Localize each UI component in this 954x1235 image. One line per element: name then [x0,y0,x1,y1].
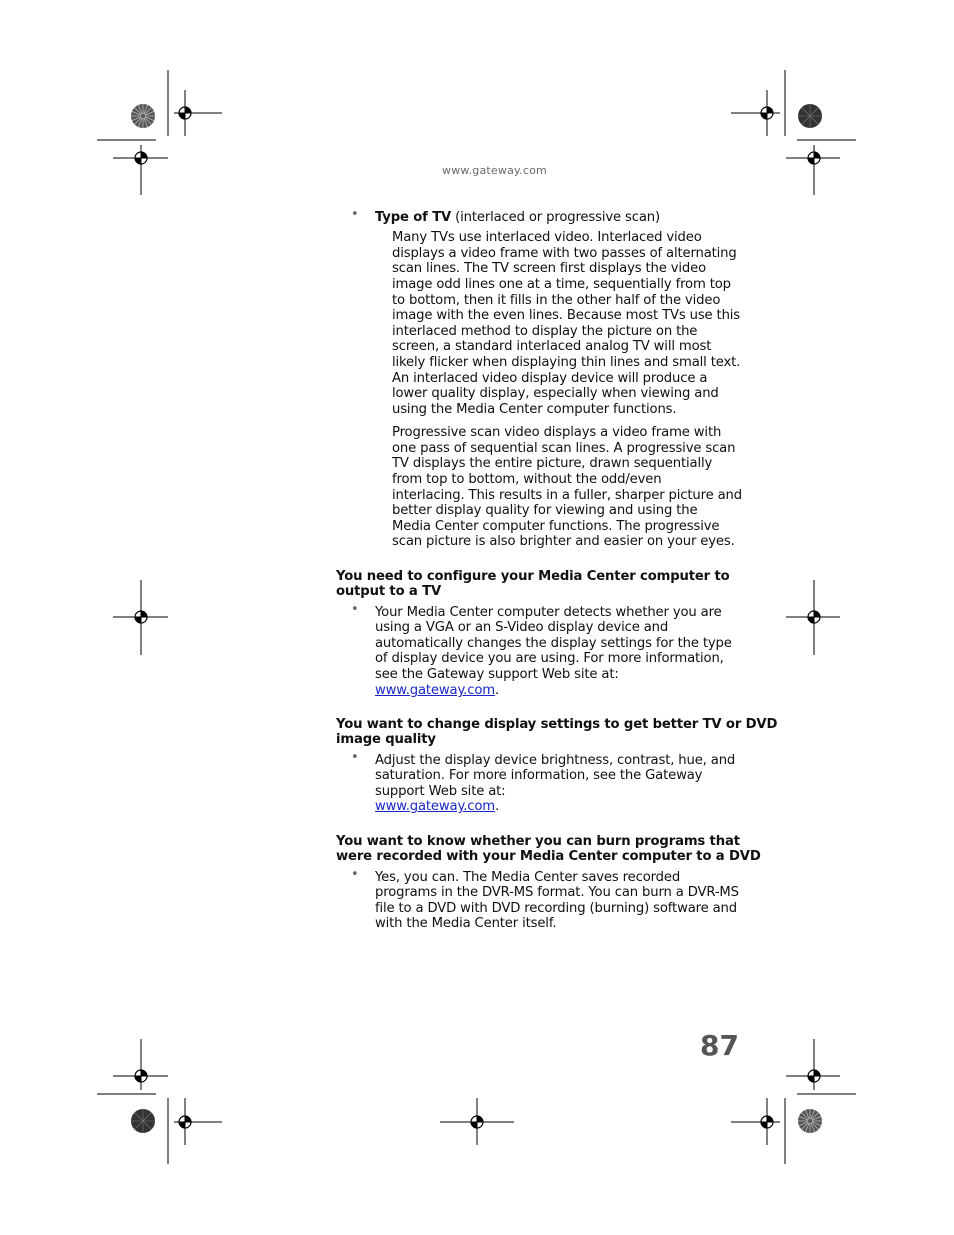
paragraph-line: likely flicker when displaying thin lines and small text. [392,355,741,370]
bullet-title: Type of TV [375,210,452,225]
link-line [375,799,499,815]
paragraph-line: to bottom, then it fills in the other half of the video [392,293,721,308]
paragraph-line: scan lines. The TV screen first displays the video [392,261,707,276]
paragraph-line: lower quality display, especially when viewing and [392,386,719,401]
paragraph-line: image with the even lines. Because most TVs use this [392,308,741,323]
bullet-icon: • [351,867,359,882]
paragraph-line: TV displays the entire picture, drawn sequentially [392,456,713,471]
section-heading: were recorded with your Media Center computer to a DVD [336,849,761,864]
bullet-title-rest: (interlaced or progressive scan) [451,210,660,225]
paragraph-line: using the Media Center computer functions. [392,402,677,417]
paragraph-line: interlaced method to display the picture on the [392,324,698,339]
paragraph-line: one pass of sequential scan lines. A progressive scan [392,441,736,456]
page-number: 87 [700,1029,739,1062]
section-heading: You need to configure your Media Center computer to [336,569,730,584]
list-item-line: automatically changes the display settings for the type [375,636,732,651]
paragraph-line: Many TVs use interlaced video. Interlaced video [392,230,702,245]
link-line [375,683,499,699]
list-item-line: programs in the DVR-MS format. You can burn a DVR-MS [375,885,739,900]
list-item-line: with the Media Center itself. [375,916,557,931]
paragraph-line: interlacing. This results in a fuller, sharper picture and [392,488,742,503]
gateway-link[interactable]: www.gateway.com [375,683,495,698]
bullet-icon: • [351,750,359,765]
paragraph-line: Media Center computer functions. The progressive [392,519,720,534]
paragraph-line: better display quality for viewing and using the [392,503,698,518]
list-item-line: Adjust the display device brightness, contrast, hue, and [375,753,736,768]
list-item-line: using a VGA or an S-Video display device and [375,620,669,635]
section-heading: image quality [336,732,436,747]
list-item-line: see the Gateway support Web site at: [375,667,619,682]
list-item-line: support Web site at: [375,784,506,799]
bullet-icon: • [351,207,359,222]
paragraph-line: from top to bottom, without the odd/even [392,472,662,487]
paragraph-line: screen, a standard interlaced analog TV will most [392,339,712,354]
list-item-line: of display device you are using. For more information, [375,651,724,666]
list-item-title [375,210,660,226]
list-item-line: saturation. For more information, see the Gateway [375,768,703,783]
paragraph-line: Progressive scan video displays a video frame with [392,425,722,440]
bullet-icon: • [351,602,359,617]
paragraph-line: An interlaced video display device will produce a [392,371,708,386]
section-heading: output to a TV [336,584,442,599]
paragraph-line: image odd lines one at a time, sequentially from top [392,277,731,292]
gateway-link[interactable]: www.gateway.com [375,799,495,814]
header-site-url: www.gateway.com [442,164,547,177]
list-item-line: Yes, you can. The Media Center saves recorded [375,870,681,885]
section-heading: You want to change display settings to get better TV or DVD [336,717,778,732]
list-item-line: Your Media Center computer detects whether you are [375,605,722,620]
paragraph-line: displays a video frame with two passes of alternating [392,246,737,261]
section-heading: You want to know whether you can burn programs that [336,834,740,849]
list-item-line: file to a DVD with DVD recording (burning) software and [375,901,737,916]
link-period: . [494,799,500,814]
link-period: . [494,683,500,698]
paragraph-line: scan picture is also brighter and easier on your eyes. [392,534,735,549]
